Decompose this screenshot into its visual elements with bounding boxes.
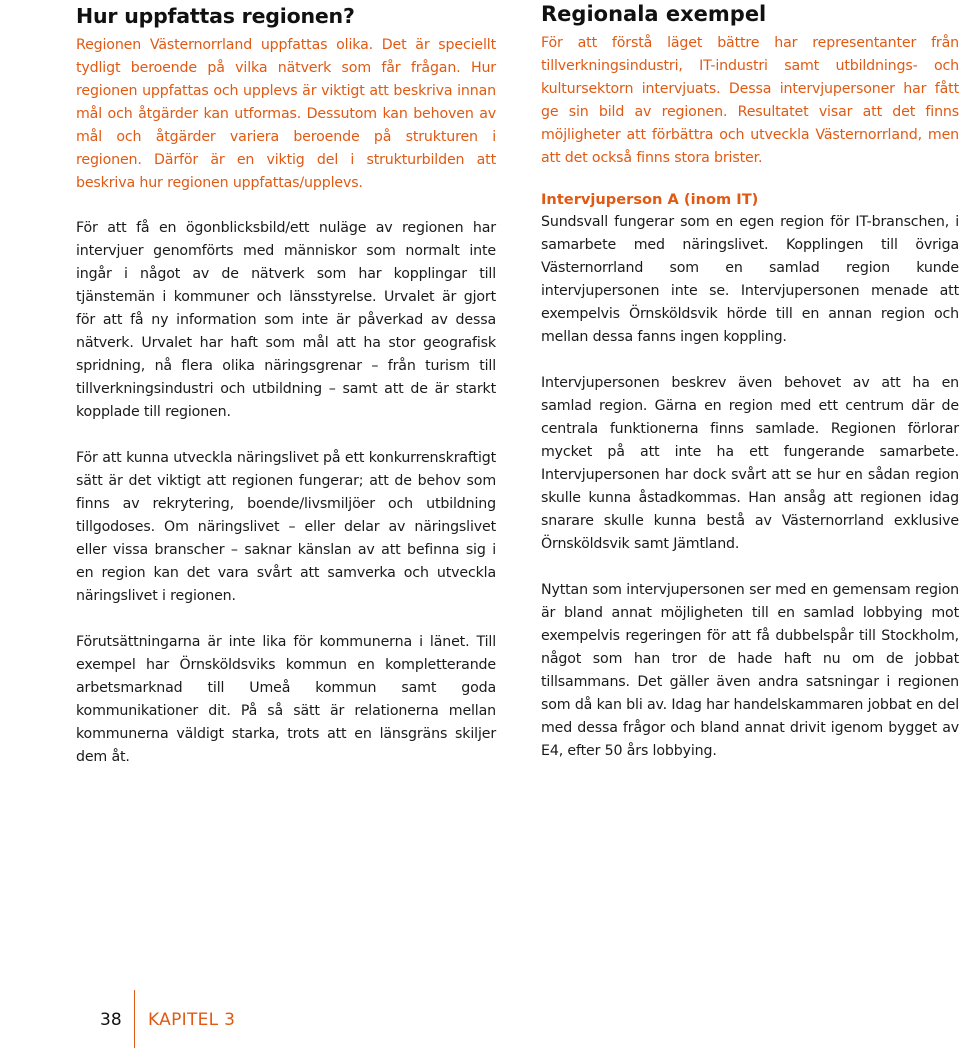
footer-divider — [134, 990, 135, 1048]
body-paragraph: Förutsättningarna är inte lika för kommunerna i länet. Till exempel har Örnsköldsviks kommun en kompletterande arbetsmarknad till Umeå kommun samt goda kommunikationer dit. På så sätt är relationerna mellan kommunerna väldigt starka, trots att en länsgräns skiljer dem åt. — [76, 634, 496, 765]
subheading: Intervjuperson A (inom IT) — [541, 191, 759, 208]
intro-paragraph: Regionen Västernorrland uppfattas olika. Det är speciellt tydligt beroende på vilka nätverk som får frågan. Hur regionen uppfattas och upplevs är viktigt att beskriva innan mål och åtgärder kan utformas. Dessutom kan behoven av mål och åtgärder variera beroende på strukturen i regionen. Därför är en viktig del i strukturbilden att beskriva hur regionen uppfattas/upplevs. — [76, 37, 496, 191]
page-number: 38 — [100, 1010, 122, 1030]
body-paragraph: Nyttan som intervjupersonen ser med en gemensam region är bland annat möjligheten till en samlad lobbying mot exempelvis regeringen för att få dubbelspår till Stockholm, något som han tror de hade haft nu om de jobbat tillsammans. Det gäller även andra satsningar i regionen som då kan bli av. Idag har handelskammaren jobbat en del med dessa frågor och bland annat drivit igenom bygget av E4, efter 50 års lobbying. — [541, 582, 959, 759]
body-paragraph: Sundsvall fungerar som en egen region för IT-branschen, i samarbete med näringslivet. Kopplingen till övriga Västernorrland som en samlad region kunde intervjupersonen inte se. Intervjupersonen menade att exempelvis Örnsköldsvik hörde till en annan region och mellan dessa fanns ingen koppling. — [541, 214, 959, 345]
section-heading: Hur uppfattas regionen? — [76, 4, 355, 28]
chapter-label: KAPITEL 3 — [148, 1010, 236, 1030]
body-paragraph: För att få en ögonblicksbild/ett nuläge av regionen har intervjuer genomförts med människor som normalt inte ingår i något av de nätverk som har kopplingar till tjänstemän i kommuner och länsstyrelse. Urvalet är gjort för att få ny information som inte är påverkad av dessa nätverk. Urvalet har haft som mål att ha stor geografisk spridning, nå flera olika näringsgrenar – från turism till tillverkningsindustri och utbildning – samt att de är starkt kopplade till regionen. — [76, 220, 496, 420]
intro-paragraph: För att förstå läget bättre har representanter från tillverkningsindustri, IT-industri samt utbildnings- och kultursektorn intervjuats. Dessa intervjupersoner har fått ge sin bild av regionen. Resultatet visar att det finns möjligheter att förbättra och utveckla Västernorrland, men att det också finns stora brister. — [541, 35, 959, 166]
body-paragraph: Intervjupersonen beskrev även behovet av att ha en samlad region. Gärna en region med ett centrum där de centrala funktionerna finns samlade. Regionen förlorar mycket på att inte ha ett fungerande samarbete. Intervjupersonen har dock svårt att se hur en sådan region skulle kunna åstadkommas. Han ansåg att regionen idag snarare skulle kunna bestå av Västernorrland exklusive Örnsköldsvik samt Jämtland. — [541, 375, 959, 552]
left-column — [76, 0, 496, 792]
section-heading: Regionala exempel — [541, 2, 767, 26]
body-paragraph: För att kunna utveckla näringslivet på ett konkurrenskraftigt sätt är det viktigt att regionen fungerar; att de behov som finns av rekrytering, boende/livsmiljöer och utbildning tillgodoses. Om näringslivet – eller delar av näringslivet eller vissa branscher – saknar känslan av att befinna sig i en region kan det vara svårt att samverka och utveckla näringslivet i regionen. — [76, 450, 496, 604]
right-column — [541, 0, 959, 786]
page-footer — [0, 990, 960, 1054]
